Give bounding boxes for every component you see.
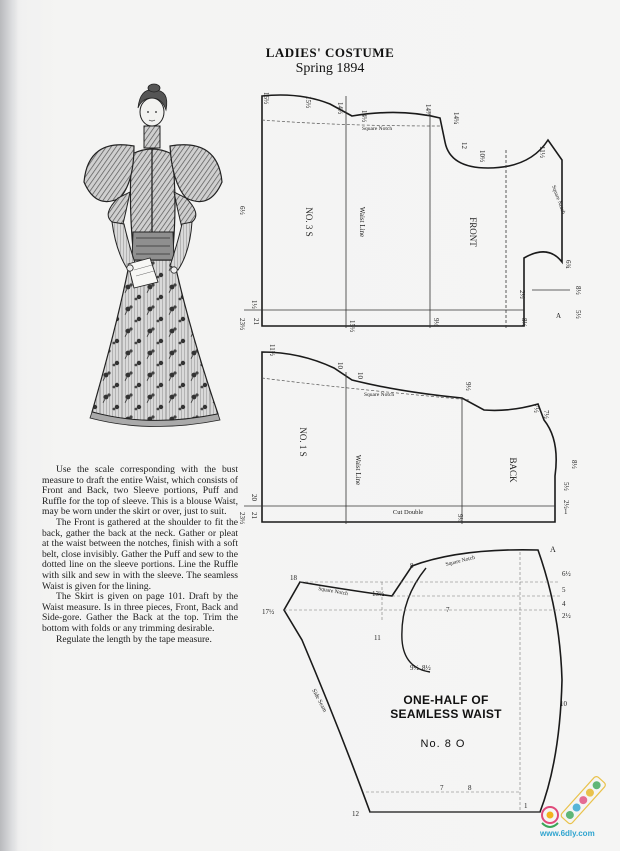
back-num-7: 5½ bbox=[562, 482, 570, 491]
front-num-9: 6½ bbox=[238, 206, 246, 215]
front-num-2: 14½ bbox=[336, 102, 344, 115]
seamless-num-10: 5 bbox=[562, 586, 566, 594]
back-square-notch: Square Notch bbox=[364, 392, 395, 398]
seamless-num-15: 8 bbox=[468, 784, 472, 792]
back-waist-line-label: Waist Line bbox=[354, 454, 362, 486]
front-num-3: 14½ bbox=[360, 110, 368, 123]
back-piece-number: NO. 1 S bbox=[298, 427, 308, 457]
instruction-paragraph: The Skirt is given on page 101. Draft by the Waist measure. Is in three pieces, Front, Back and Side-gore. Gather the Back at the top. Trim the bottom with folds or any trimming desirable. bbox=[42, 591, 238, 634]
back-num-8: 2½ bbox=[562, 500, 570, 509]
seamless-waist-pattern-piece bbox=[262, 545, 571, 818]
back-num-4: 7½ bbox=[532, 404, 540, 413]
back-num-11: 21 bbox=[250, 512, 258, 519]
seamless-square-notch-2: Square Notch bbox=[317, 586, 349, 598]
seamless-num-17: 1 bbox=[524, 802, 528, 810]
front-num-12: 5½ bbox=[574, 310, 582, 319]
seamless-square-notch-1: Square Notch bbox=[445, 554, 476, 568]
seamless-waist-heading: ONE-HALF OF SEAMLESS WAIST bbox=[390, 693, 502, 721]
back-num-6: 8½ bbox=[570, 460, 578, 469]
instruction-paragraph: Use the scale corresponding with the bust measure to draft the entire Waist, which consists of Front and Back, two Sleeve portions, Puff and Ruffle for the top of sleeve. This is a blouse Waist, may be worn under the skirt or over, just to suit. bbox=[42, 464, 238, 518]
seamless-side-seam: Side Seam bbox=[310, 688, 328, 714]
back-num-3: 9½ bbox=[464, 382, 472, 391]
back-num-9: 1 bbox=[564, 508, 568, 516]
seamless-num-2: 17½ bbox=[262, 608, 275, 616]
front-num-19: 8½ bbox=[520, 318, 528, 327]
seamless-num-0: A bbox=[550, 545, 556, 554]
back-num-13: 9¼ bbox=[456, 514, 464, 523]
instruction-paragraph: The Front is gathered at the shoulder to fit the back, gather the back at the neck. Gather or pleat at the waist between the notches, finish with a soft belt, close invisibly. Gather the Puff and sew to the dotted line on the sleeve portions. Line the Ruffle with silk and sew in with the sleeve. The seamless Waist is given for the lining. bbox=[42, 516, 238, 592]
front-num-5: 14¼ bbox=[452, 112, 460, 125]
instruction-paragraph: Regulate the length by the tape measure. bbox=[56, 633, 212, 645]
front-num-10: 6¾ bbox=[564, 260, 572, 269]
seamless-num-11: 4 bbox=[562, 600, 566, 608]
seamless-num-7: 8 bbox=[410, 562, 414, 570]
seamless-num-4: 11 bbox=[374, 634, 381, 642]
seamless-num-8: 7 bbox=[446, 606, 450, 614]
back-num-12: 23½ bbox=[238, 512, 246, 525]
front-square-notch-2: Square Notch bbox=[550, 184, 567, 215]
front-square-notch-1: Square Notch bbox=[362, 126, 393, 132]
front-piece-number: NO. 3 S bbox=[304, 207, 314, 237]
seamless-pattern-number: No. 8 O bbox=[420, 738, 466, 750]
seamless-num-1: 18 bbox=[290, 574, 297, 582]
seamless-num-9: 6½ bbox=[562, 570, 571, 578]
site-watermark-logo bbox=[532, 775, 616, 831]
front-num-7: 10½ bbox=[478, 150, 486, 163]
title-line-1: LADIES' COSTUME bbox=[265, 45, 395, 60]
seamless-num-3: 13½ bbox=[372, 590, 385, 598]
back-num-2: 10 bbox=[356, 372, 364, 379]
seamless-num-13: 10 bbox=[560, 700, 567, 708]
seamless-num-14: 12 bbox=[352, 810, 359, 818]
front-num-20: A bbox=[556, 312, 562, 320]
seamless-num-5: 9½ bbox=[410, 664, 419, 672]
front-num-15: 21 bbox=[252, 318, 260, 325]
back-piece-label: BACK bbox=[508, 457, 518, 483]
front-num-1: 15½ bbox=[304, 96, 312, 109]
watermark-url: www.6dly.com bbox=[540, 829, 595, 838]
front-num-13: 2½ bbox=[518, 290, 526, 299]
front-num-16: 23½ bbox=[238, 318, 246, 331]
front-num-0: 16½ bbox=[262, 92, 270, 105]
back-fold-note: Cut Double bbox=[392, 509, 424, 516]
front-num-14: 1½ bbox=[250, 300, 258, 309]
front-num-17: 15½ bbox=[348, 320, 356, 333]
front-piece-label: FRONT bbox=[468, 217, 478, 247]
front-num-18: 9¼ bbox=[432, 318, 440, 327]
seamless-num-16: 7 bbox=[440, 784, 444, 792]
seamless-num-12: 2½ bbox=[562, 612, 571, 620]
draft-instructions bbox=[42, 465, 238, 645]
back-num-1: 10 bbox=[336, 362, 344, 369]
back-pattern-piece bbox=[238, 344, 578, 524]
back-num-0: 11½ bbox=[268, 344, 276, 356]
title-line-2: Spring 1894 bbox=[295, 61, 365, 76]
front-pattern-piece bbox=[238, 92, 582, 332]
front-num-8: 11½ bbox=[538, 146, 546, 158]
front-waist-line-label: Waist Line bbox=[358, 206, 366, 238]
seamless-num-6: 8½ bbox=[422, 664, 431, 672]
back-num-5: 7½ bbox=[542, 410, 550, 419]
front-num-11: 8½ bbox=[574, 286, 582, 295]
front-num-6: 12 bbox=[460, 142, 468, 149]
back-num-10: 20 bbox=[250, 494, 258, 501]
front-num-4: 14½ bbox=[424, 104, 432, 117]
